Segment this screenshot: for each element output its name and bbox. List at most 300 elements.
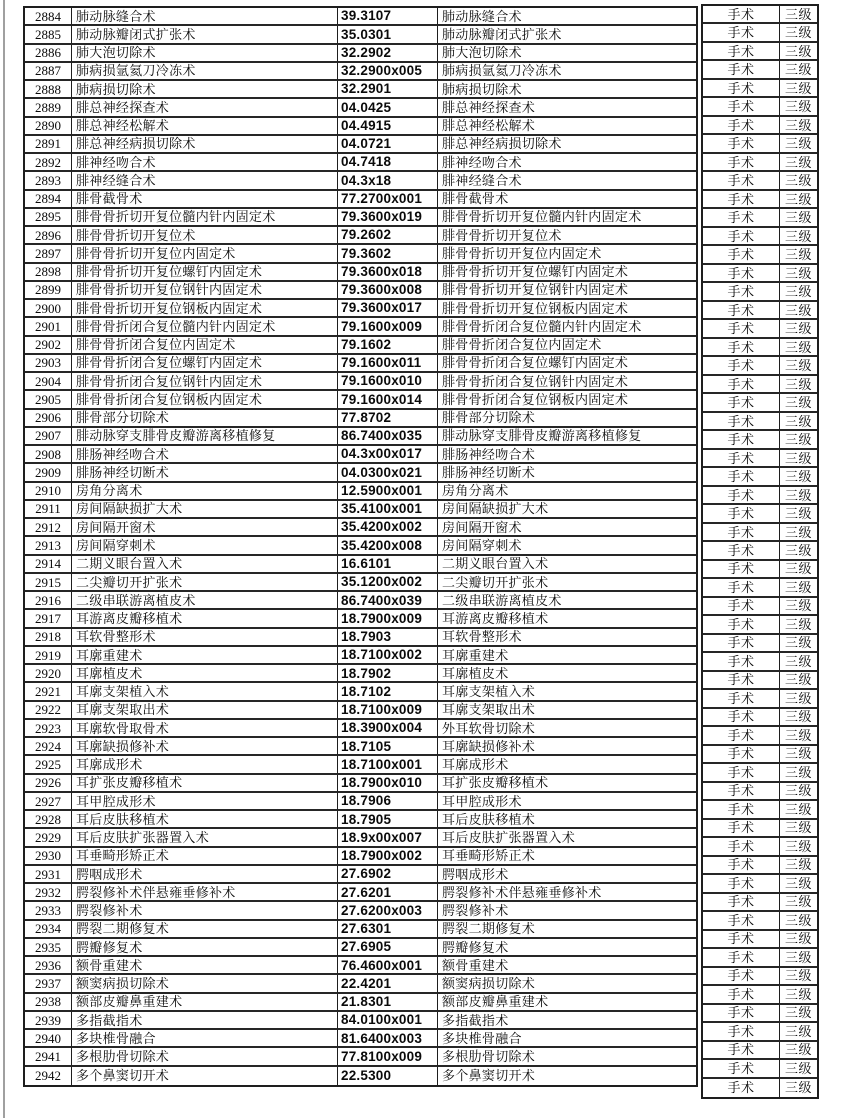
row-number: 2928 [25,811,72,829]
procedure-name-2: 耳廓缺损修补术 [438,738,696,756]
procedure-code: 18.7906 [338,793,438,811]
procedure-code: 35.4200x002 [338,519,438,537]
row-number: 2903 [25,355,72,373]
procedure-name: 肺病损氩氦刀冷冻术 [72,63,338,81]
procedure-name-2: 耳后皮肤扩张器置入术 [438,829,696,847]
row-number: 2932 [25,884,72,902]
procedure-name: 耳软骨整形术 [72,629,338,647]
level-cell: 三级 [780,191,817,210]
procedure-name: 腓骨骨折闭合复位内固定术 [72,337,338,355]
row-number: 2891 [25,136,72,154]
level-cell: 三级 [780,838,817,857]
procedure-code: 12.5900x001 [338,483,438,501]
row-number: 2897 [25,245,72,263]
row-number: 2920 [25,665,72,683]
level-cell: 三级 [780,857,817,875]
category-cell: 手术 [703,579,780,597]
procedure-code: 32.2900x005 [338,63,438,81]
category-cell: 手术 [703,912,780,930]
row-number: 2927 [25,793,72,811]
category-cell: 手术 [703,672,780,690]
level-cell: 三级 [780,912,817,930]
procedure-code: 79.1600x009 [338,318,438,336]
procedure-name: 耳廓重建术 [72,647,338,665]
procedure-name-2: 腭裂二期修复术 [438,921,696,939]
procedure-name-2: 腓骨骨折切开复位术 [438,227,696,245]
level-cell: 三级 [780,376,817,394]
level-cell: 三级 [780,6,817,24]
procedure-name: 耳后皮肤扩张器置入术 [72,829,338,847]
procedure-name-2: 腓骨骨折切开复位螺钉内固定术 [438,264,696,282]
level-cell: 三级 [780,764,817,783]
row-number: 2936 [25,957,72,975]
procedure-code: 79.1600x010 [338,373,438,391]
category-cell: 手术 [703,653,780,671]
category-cell: 手术 [703,191,780,210]
level-cell: 三级 [780,1060,817,1078]
procedure-name: 耳廓植皮术 [72,665,338,683]
procedure-name: 腓骨骨折闭合复位钢针内固定术 [72,373,338,391]
procedure-name-2: 耳廓成形术 [438,756,696,774]
procedure-code: 18.7900x002 [338,848,438,866]
procedure-code: 18.7100x002 [338,647,438,665]
row-number: 2940 [25,1030,72,1048]
level-cell: 三级 [780,561,817,580]
procedure-name-2: 腓总神经探查术 [438,99,696,117]
category-cell: 手术 [703,1060,780,1078]
procedure-name-2: 腓总神经松解术 [438,118,696,136]
procedure-name: 耳廓支架取出术 [72,702,338,720]
procedure-name: 耳垂畸形矫正术 [72,848,338,866]
category-cell: 手术 [703,61,780,79]
row-number: 2918 [25,629,72,647]
procedure-code: 04.4915 [338,118,438,136]
category-cell: 手术 [703,209,780,227]
procedure-code: 04.0425 [338,99,438,117]
scan-edge-artifact [3,0,5,1118]
procedure-code: 77.2700x001 [338,191,438,209]
row-number: 2901 [25,318,72,336]
procedure-code: 18.7100x001 [338,756,438,774]
procedure-code: 04.3x00x017 [338,446,438,464]
procedure-name-2: 耳廓支架植入术 [438,683,696,701]
procedure-name: 腓骨部分切除术 [72,410,338,428]
procedure-code: 79.3600x017 [338,300,438,318]
row-number: 2889 [25,99,72,117]
category-cell: 手术 [703,542,780,560]
procedure-code: 79.3602 [338,245,438,263]
procedure-code: 16.6101 [338,556,438,574]
category-cell: 手术 [703,616,780,634]
level-cell: 三级 [780,949,817,967]
row-number: 2937 [25,975,72,993]
row-number: 2905 [25,391,72,409]
row-number: 2885 [25,26,72,44]
row-number: 2909 [25,464,72,482]
procedure-name: 耳廓缺损修补术 [72,738,338,756]
row-number: 2935 [25,939,72,957]
procedure-code: 39.3107 [338,8,438,26]
procedure-code: 76.4600x001 [338,957,438,975]
level-cell: 三级 [780,135,817,153]
level-cell: 三级 [780,746,817,764]
level-cell: 三级 [780,487,817,506]
procedure-code: 22.5300 [338,1067,438,1085]
level-cell: 三级 [780,635,817,654]
procedure-name: 额部皮瓣鼻重建术 [72,994,338,1012]
level-cell: 三级 [780,986,817,1004]
procedure-name-2: 腓动脉穿支腓骨皮瓣游离移植修复 [438,428,696,446]
procedure-name: 腭裂二期修复术 [72,921,338,939]
level-cell: 三级 [780,505,817,523]
procedure-name: 耳廓软骨取骨术 [72,720,338,738]
procedure-name: 腓肠神经切断术 [72,464,338,482]
level-cell: 三级 [780,709,817,727]
procedure-code: 18.7100x009 [338,702,438,720]
procedure-name: 多个鼻窦切开术 [72,1067,338,1085]
procedure-name-2: 耳垂畸形矫正术 [438,848,696,866]
procedure-name: 多块椎骨融合 [72,1030,338,1048]
procedure-table-category-level [701,4,819,1099]
level-cell: 三级 [780,154,817,173]
procedure-name: 腓骨骨折切开复位髓内针内固定术 [72,209,338,227]
level-cell: 三级 [780,875,817,893]
procedure-code: 04.0721 [338,136,438,154]
row-number: 2926 [25,775,72,793]
row-number: 2922 [25,702,72,720]
procedure-name-2: 耳廓重建术 [438,647,696,665]
category-cell: 手术 [703,875,780,893]
procedure-name: 肺病损切除术 [72,81,338,99]
level-cell: 三级 [780,413,817,431]
row-number: 2914 [25,556,72,574]
category-cell: 手术 [703,24,780,42]
level-cell: 三级 [780,801,817,820]
row-number: 2912 [25,519,72,537]
level-cell: 三级 [780,598,817,617]
procedure-code: 04.3x18 [338,172,438,190]
level-cell: 三级 [780,172,817,190]
procedure-code: 79.3600x008 [338,282,438,300]
row-number: 2917 [25,610,72,628]
row-number: 2886 [25,45,72,63]
row-number: 2933 [25,902,72,920]
procedure-name-2: 耳甲腔成形术 [438,793,696,811]
level-cell: 三级 [780,820,817,838]
level-cell: 三级 [780,228,817,246]
procedure-name: 额骨重建术 [72,957,338,975]
category-cell: 手术 [703,302,780,320]
level-cell: 三级 [780,653,817,671]
row-number: 2924 [25,738,72,756]
level-cell: 三级 [780,339,817,357]
procedure-name-2: 腓神经吻合术 [438,154,696,172]
procedure-name-2: 耳游离皮瓣移植术 [438,610,696,628]
row-number: 2942 [25,1067,72,1085]
category-cell: 手术 [703,894,780,913]
row-number: 2884 [25,8,72,26]
row-number: 2892 [25,154,72,172]
procedure-name: 腭裂修补术伴悬雍垂修补术 [72,884,338,902]
level-cell: 三级 [780,468,817,486]
level-cell: 三级 [780,524,817,543]
procedure-name: 腭瓣修复术 [72,939,338,957]
row-number: 2899 [25,282,72,300]
procedure-name: 腓骨骨折闭合复位钢板内固定术 [72,391,338,409]
procedure-code: 18.7900x010 [338,775,438,793]
procedure-code: 79.1600x011 [338,355,438,373]
procedure-code: 79.1602 [338,337,438,355]
procedure-name: 耳扩张皮瓣移植术 [72,775,338,793]
category-cell: 手术 [703,450,780,469]
procedure-name: 腓神经缝合术 [72,172,338,190]
procedure-code: 35.0301 [338,26,438,44]
category-cell: 手术 [703,265,780,283]
procedure-name-2: 腓骨骨折闭合复位髓内针内固定术 [438,318,696,336]
category-cell: 手术 [703,764,780,783]
procedure-code: 86.7400x035 [338,428,438,446]
row-number: 2900 [25,300,72,318]
level-cell: 三级 [780,117,817,136]
procedure-name: 腓动脉穿支腓骨皮瓣游离移植修复 [72,428,338,446]
procedure-name-2: 腓骨骨折切开复位内固定术 [438,245,696,263]
procedure-name-2: 腓肠神经切断术 [438,464,696,482]
category-cell: 手术 [703,838,780,857]
procedure-name: 腓肠神经吻合术 [72,446,338,464]
category-cell: 手术 [703,986,780,1004]
row-number: 2894 [25,191,72,209]
procedure-code: 27.6905 [338,939,438,957]
procedure-name-2: 耳后皮肤移植术 [438,811,696,829]
procedure-name-2: 腓神经缝合术 [438,172,696,190]
category-cell: 手术 [703,746,780,764]
category-cell: 手术 [703,135,780,153]
category-cell: 手术 [703,80,780,99]
level-cell: 三级 [780,931,817,950]
procedure-code: 35.4200x008 [338,537,438,555]
level-cell: 三级 [784,1080,812,1096]
procedure-code: 35.4100x001 [338,501,438,519]
category-cell: 手术 [703,598,780,617]
procedure-code: 18.7102 [338,683,438,701]
procedure-table-main [23,6,698,1087]
level-cell: 三级 [780,283,817,302]
row-number: 2890 [25,118,72,136]
category-cell: 手术 [703,172,780,190]
level-cell: 三级 [780,302,817,320]
category-cell: 手术 [703,246,780,265]
category-cell: 手术 [703,283,780,302]
procedure-name-2: 多根肋骨切除术 [438,1048,696,1066]
procedure-name: 腓骨骨折切开复位术 [72,227,338,245]
category-cell: 手术 [703,43,780,62]
procedure-name: 耳游离皮瓣移植术 [72,610,338,628]
category-cell: 手术 [703,357,780,376]
procedure-name-2: 腓骨骨折切开复位髓内针内固定术 [438,209,696,227]
procedure-code: 79.3600x018 [338,264,438,282]
procedure-name-2: 肺病损切除术 [438,81,696,99]
procedure-name-2: 房角分离术 [438,483,696,501]
procedure-name-2: 腓骨骨折闭合复位内固定术 [438,337,696,355]
procedure-name: 腓骨骨折切开复位钢板内固定术 [72,300,338,318]
row-number: 2929 [25,829,72,847]
category-cell: 手术 [703,487,780,506]
procedure-code: 04.7418 [338,154,438,172]
procedure-name: 房角分离术 [72,483,338,501]
category-cell: 手术 [703,783,780,801]
row-number: 2893 [25,172,72,190]
procedure-code: 18.7105 [338,738,438,756]
level-cell: 三级 [780,690,817,709]
category-cell: 手术 [703,1042,780,1061]
row-number: 2916 [25,592,72,610]
procedure-code: 18.3900x004 [338,720,438,738]
procedure-name-2: 额窦病损切除术 [438,975,696,993]
procedure-code: 18.7900x009 [338,610,438,628]
procedure-name-2: 腓骨骨折闭合复位钢板内固定术 [438,391,696,409]
procedure-code: 18.7902 [338,665,438,683]
procedure-code: 35.1200x002 [338,574,438,592]
row-number: 2887 [25,63,72,81]
row-number: 2925 [25,756,72,774]
procedure-name-2: 腭咽成形术 [438,866,696,884]
row-number: 2938 [25,994,72,1012]
procedure-name: 二级串联游离植皮术 [72,592,338,610]
category-cell: 手术 [703,635,780,654]
row-number: 2921 [25,683,72,701]
category-cell: 手术 [703,524,780,543]
procedure-name-2: 二级串联游离植皮术 [438,592,696,610]
row-number: 2888 [25,81,72,99]
procedure-name-2: 多块椎骨融合 [438,1030,696,1048]
row-number: 2902 [25,337,72,355]
procedure-name-2: 肺动脉缝合术 [438,8,696,26]
level-cell: 三级 [780,450,817,469]
category-cell: 手术 [703,1023,780,1041]
procedure-name: 腓骨骨折切开复位钢针内固定术 [72,282,338,300]
row-number: 2911 [25,501,72,519]
row-number: 2919 [25,647,72,665]
procedure-code: 27.6200x003 [338,902,438,920]
procedure-name-2: 肺大泡切除术 [438,45,696,63]
procedure-name: 肺动脉缝合术 [72,8,338,26]
procedure-name-2: 多指截指术 [438,1012,696,1030]
procedure-code: 04.0300x021 [338,464,438,482]
level-cell: 三级 [780,61,817,79]
procedure-name: 多根肋骨切除术 [72,1048,338,1066]
level-cell: 三级 [780,542,817,560]
procedure-name-2: 二尖瓣切开扩张术 [438,574,696,592]
procedure-name: 二尖瓣切开扩张术 [72,574,338,592]
procedure-name: 房间隔穿刺术 [72,537,338,555]
category-cell: 手术 [703,727,780,746]
procedure-code: 27.6902 [338,866,438,884]
procedure-name-2: 腓骨骨折闭合复位螺钉内固定术 [438,355,696,373]
category-cell: 手术 [703,320,780,339]
procedure-name: 肺大泡切除术 [72,45,338,63]
procedure-name: 腓骨骨折闭合复位髓内针内固定术 [72,318,338,336]
procedure-name: 腓总神经病损切除术 [72,136,338,154]
procedure-name: 房间隔开窗术 [72,519,338,537]
level-cell: 三级 [780,727,817,746]
category-cell: 手术 [703,949,780,967]
procedure-name-2: 腭瓣修复术 [438,939,696,957]
row-number: 2898 [25,264,72,282]
procedure-name-2: 肺病损氩氦刀冷冻术 [438,63,696,81]
row-number: 2910 [25,483,72,501]
procedure-code: 32.2901 [338,81,438,99]
category-cell: 手术 [703,117,780,136]
procedure-name-2: 耳廓植皮术 [438,665,696,683]
procedure-code: 32.2902 [338,45,438,63]
category-cell: 手术 [703,968,780,987]
level-cell: 三级 [780,43,817,62]
category-cell: 手术 [703,228,780,246]
procedure-name-2: 耳扩张皮瓣移植术 [438,775,696,793]
level-cell: 三级 [780,1042,817,1061]
level-cell: 三级 [780,265,817,283]
category-cell: 手术 [703,709,780,727]
procedure-code: 22.4201 [338,975,438,993]
procedure-code: 18.9x00x007 [338,829,438,847]
row-number: 2934 [25,921,72,939]
category-cell: 手术 [703,931,780,950]
procedure-code: 79.3600x019 [338,209,438,227]
procedure-name-2: 房间隔开窗术 [438,519,696,537]
procedure-name: 腓总神经松解术 [72,118,338,136]
level-cell: 三级 [780,431,817,449]
procedure-code: 21.8301 [338,994,438,1012]
procedure-code: 18.7903 [338,629,438,647]
row-number: 2908 [25,446,72,464]
procedure-name: 腓骨骨折切开复位螺钉内固定术 [72,264,338,282]
category-cell: 手术 [703,431,780,449]
level-cell: 三级 [780,616,817,634]
procedure-code: 79.2602 [338,227,438,245]
procedure-name: 腭裂修补术 [72,902,338,920]
procedure-name: 多指截指术 [72,1012,338,1030]
category-cell: 手术 [703,376,780,394]
procedure-code: 27.6201 [338,884,438,902]
row-number: 2931 [25,866,72,884]
procedure-code: 18.7905 [338,811,438,829]
category-cell: 手术 [703,820,780,838]
procedure-name-2: 腓骨骨折切开复位钢针内固定术 [438,282,696,300]
category-cell: 手术 [703,98,780,116]
level-cell: 三级 [780,394,817,413]
procedure-name: 额窦病损切除术 [72,975,338,993]
procedure-name-2: 多个鼻窦切开术 [442,1068,536,1084]
row-number: 2923 [25,720,72,738]
procedure-name-2: 房间隔缺损扩大术 [438,501,696,519]
level-cell: 三级 [780,209,817,227]
category-cell: 手术 [703,561,780,580]
row-number: 2895 [25,209,72,227]
row-number: 2904 [25,373,72,391]
row-number: 2915 [25,574,72,592]
procedure-name: 腭咽成形术 [72,866,338,884]
category-cell: 手术 [703,690,780,709]
procedure-code: 81.6400x003 [338,1030,438,1048]
row-number: 2896 [25,227,72,245]
procedure-name-2: 腓骨骨折闭合复位钢针内固定术 [438,373,696,391]
category-cell: 手术 [703,1079,780,1098]
level-cell: 三级 [780,579,817,597]
procedure-name: 腓神经吻合术 [72,154,338,172]
level-cell: 三级 [780,24,817,42]
category-cell: 手术 [703,6,780,24]
procedure-name-2: 房间隔穿刺术 [438,537,696,555]
